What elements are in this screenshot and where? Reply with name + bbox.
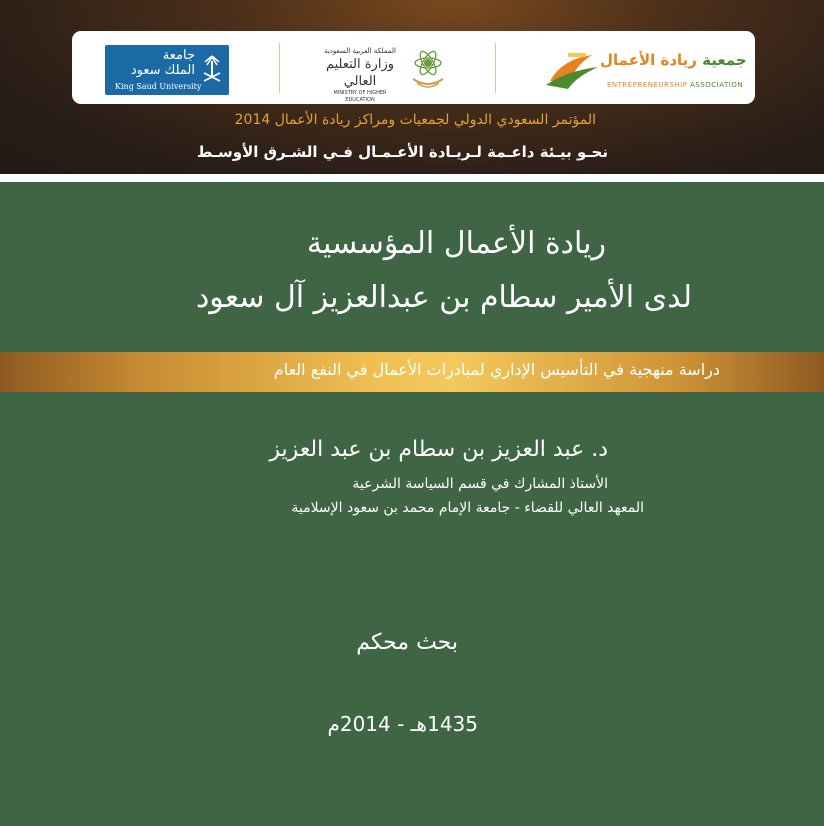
author-role: الأستاذ المشارك في قسم السياسة الشرعية [352, 476, 608, 492]
logo-bar [72, 31, 755, 104]
moe-emblem-icon [405, 45, 451, 91]
ea-arabic-name: جمعية ريادة الأعمال [600, 51, 747, 69]
logo-divider [279, 43, 280, 93]
author-institution: المعهد العالي للقضاء - جامعة الإمام محمد بن سعود الإسلامية [291, 500, 644, 516]
subtitle-band [0, 352, 824, 392]
header-banner [0, 0, 824, 174]
conference-slogan: نحـو بيـئة داعـمة لـريـادة الأعـمـال فـي الشـرق الأوسـط [196, 143, 608, 161]
palm-swords-emblem-icon [201, 53, 223, 87]
author-name: د. عبد العزيز بن سطام بن عبد العزيز [269, 437, 608, 462]
ksu-arabic-name: جامعة الملك سعود [130, 48, 195, 78]
ea-english-name: ENTREPRENEURSHIP ASSOCIATION [607, 81, 744, 89]
ksu-english-name: King Saud University [115, 82, 202, 91]
publication-date: 1435هـ - 2014م [327, 712, 478, 736]
paper-type: بحث محكم [356, 630, 458, 655]
ksu-logo [105, 45, 229, 95]
main-title-line1: ريادة الأعمال المؤسسية [306, 226, 606, 261]
subtitle: دراسة منهجية في التأسيس الإداري لمبادرات الأعمال في النفع العام [273, 360, 720, 379]
main-title-line2: لدى الأمير سطام بن عبدالعزيز آل سعود [195, 280, 692, 315]
logo-divider [495, 43, 496, 93]
ea-swoosh-logo-icon [542, 45, 602, 93]
header-divider [0, 174, 824, 182]
moe-logo-text: المملكة العربية السعودية وزارة التعليم العالي MINISTRY OF HIGHER EDUCATION [324, 47, 396, 103]
conference-title: المؤتمر السعودي الدولي لجمعيات ومراكز ريادة الأعمال 2014 [234, 112, 596, 128]
